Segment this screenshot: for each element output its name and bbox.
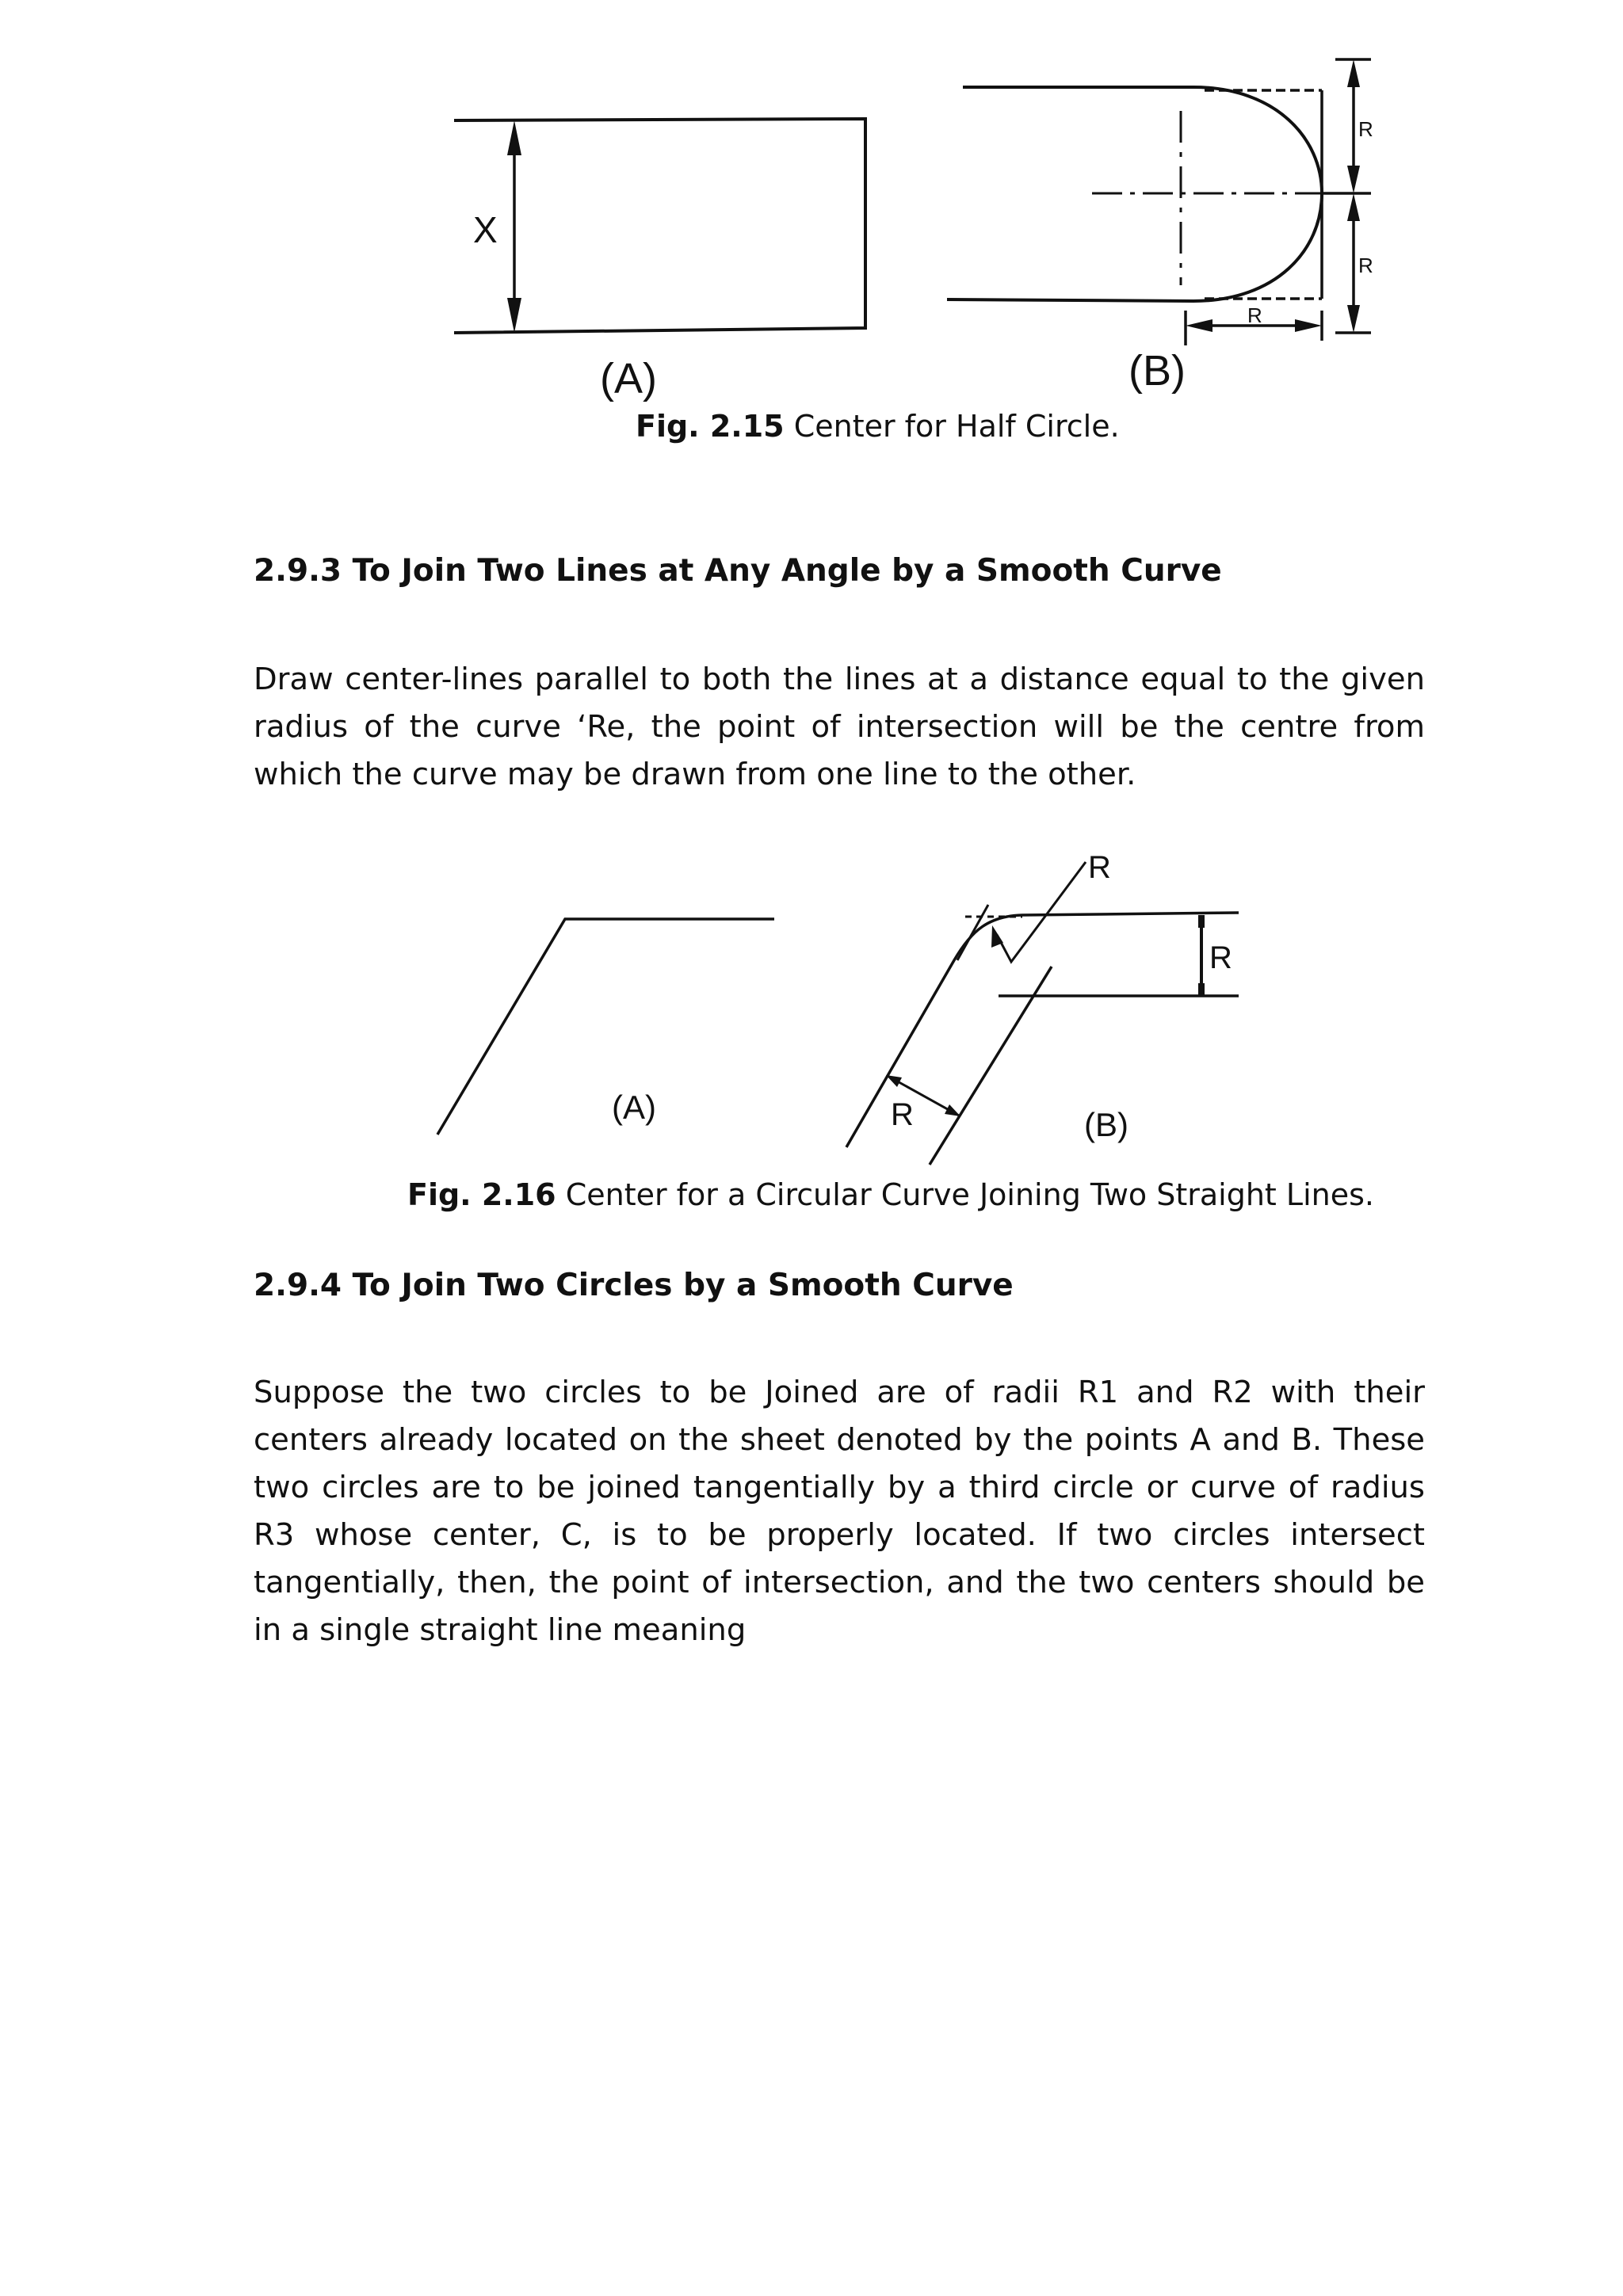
fig215-b-center-lines xyxy=(1092,111,1322,285)
fig216-b-vertical-dimension xyxy=(1198,915,1205,996)
figure-2-16-caption xyxy=(407,1177,1374,1212)
fig215-label-a: (A) xyxy=(600,355,657,402)
fig216-label-r-right: R xyxy=(1209,940,1232,975)
section-2-9-4-paragraph: Suppose the two circles to be Joined are of radii R1 and R2 with their centers already located on the sheet denoted by the points A and B. These two circles are to be joined tangentially by a third circle or curve of radius R3 whose center, C, is to be properly located. If two circles intersect tangentially, then, the point of intersection, and the two centers should be in a single straight line meaning xyxy=(254,1375,1425,1648)
fig215-label-r-bottom: R xyxy=(1247,303,1262,327)
figure-2-15-caption-text: Center for Half Circle. xyxy=(793,409,1120,444)
figure-2-16-caption-number: Fig. 2.16 xyxy=(407,1177,556,1212)
fig216-label-a: (A) xyxy=(612,1089,656,1126)
fig216-label-r-top: R xyxy=(1088,850,1111,885)
section-2-9-4-heading: 2.9.4 To Join Two Circles by a Smooth Curve xyxy=(254,1268,1014,1303)
fig215-label-x: X xyxy=(473,209,498,250)
figure-2-15 xyxy=(0,0,1623,412)
figure-2-15-caption xyxy=(636,409,1120,444)
fig216-a-lines xyxy=(437,919,774,1135)
figure-2-15-caption-number: Fig. 2.15 xyxy=(636,409,785,444)
fig215-b-vertical-dimension xyxy=(1323,59,1371,333)
section-2-9-3-paragraph: Draw center-lines parallel to both the lines at a distance equal to the given radius of the curve ‘Re, the point of intersection will be the centre from which the curve may be drawn from one line to the other. xyxy=(254,662,1425,792)
fig215-label-r-side: R xyxy=(1358,254,1373,277)
fig215-label-b: (B) xyxy=(1128,347,1186,395)
figure-2-16 xyxy=(0,824,1623,1173)
fig216-b-construction xyxy=(957,905,1022,960)
fig216-label-b: (B) xyxy=(1084,1106,1128,1143)
section-2-9-3-heading: 2.9.3 To Join Two Lines at Any Angle by a Smooth Curve xyxy=(254,553,1222,589)
figure-2-16-caption-text: Center for a Circular Curve Joining Two Straight Lines. xyxy=(565,1177,1374,1212)
fig215-label-r-top: R xyxy=(1358,117,1373,141)
figure-2-15-drawing xyxy=(0,0,1623,412)
figure-2-16-drawing xyxy=(0,824,1623,1173)
fig215-a-dimension xyxy=(507,120,521,333)
fig216-label-r-bottom: R xyxy=(891,1097,914,1132)
fig216-b-radius-leader xyxy=(991,862,1086,962)
